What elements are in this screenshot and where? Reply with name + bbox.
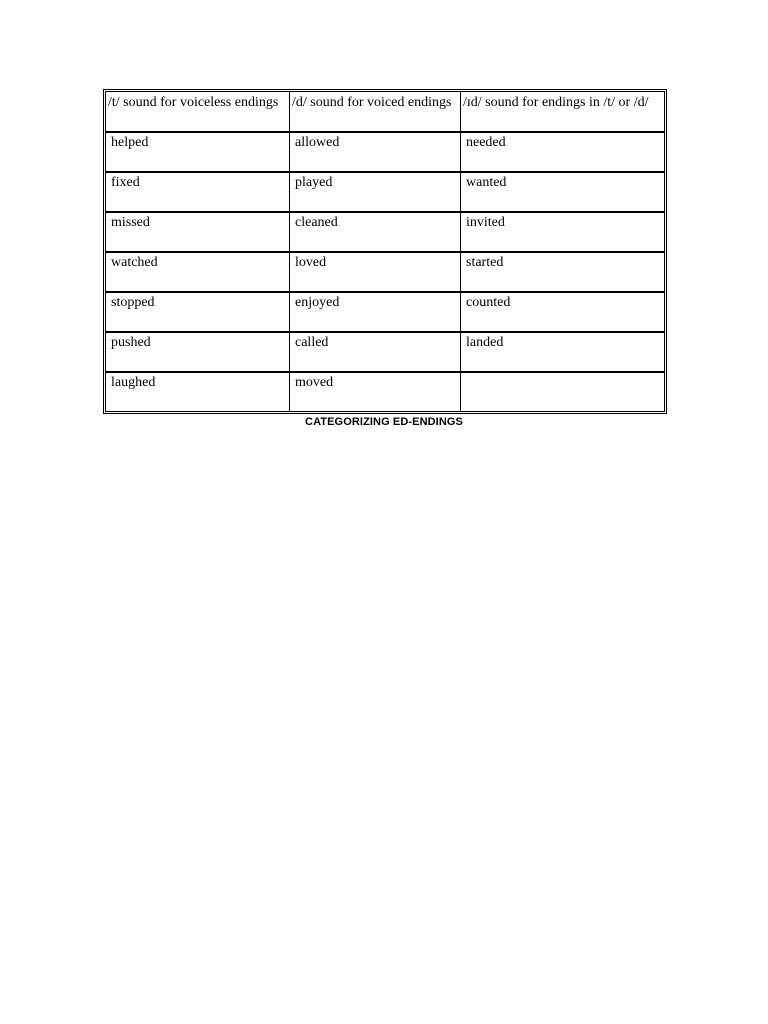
header-row <box>106 92 664 131</box>
cell-id-sound: invited <box>460 211 664 251</box>
table-row <box>106 211 664 251</box>
cell-voiceless: pushed <box>106 331 289 371</box>
cell-voiceless: laughed <box>106 371 289 411</box>
table-row <box>106 371 664 411</box>
cell-voiced: cleaned <box>289 211 460 251</box>
cell-voiceless: missed <box>106 211 289 251</box>
table-row <box>106 131 664 171</box>
table-header <box>106 92 664 131</box>
cell-id-sound: wanted <box>460 171 664 211</box>
table-caption: CATEGORIZING ED-ENDINGS <box>305 416 463 428</box>
table-body <box>106 131 664 411</box>
cell-voiced: allowed <box>289 131 460 171</box>
cell-voiceless: helped <box>106 131 289 171</box>
cell-id-sound: started <box>460 251 664 291</box>
cell-voiced: called <box>289 331 460 371</box>
cell-voiced: enjoyed <box>289 291 460 331</box>
cell-id-sound <box>460 371 664 411</box>
table-row <box>106 291 664 331</box>
cell-voiced: moved <box>289 371 460 411</box>
cell-id-sound: counted <box>460 291 664 331</box>
cell-voiceless: watched <box>106 251 289 291</box>
table-row <box>106 251 664 291</box>
cell-voiced: played <box>289 171 460 211</box>
header-voiced: /d/ sound for voiced endings <box>289 92 460 131</box>
header-id-sound: /ɪd/ sound for endings in /t/ or /d/ <box>460 92 664 131</box>
document-page <box>105 91 663 428</box>
cell-id-sound: needed <box>460 131 664 171</box>
cell-voiceless: stopped <box>106 291 289 331</box>
cell-voiceless: fixed <box>106 171 289 211</box>
cell-id-sound: landed <box>460 331 664 371</box>
ed-endings-table <box>105 91 665 412</box>
cell-voiced: loved <box>289 251 460 291</box>
table-row <box>106 331 664 371</box>
table-row <box>106 171 664 211</box>
header-voiceless: /t/ sound for voiceless endings <box>108 95 279 110</box>
